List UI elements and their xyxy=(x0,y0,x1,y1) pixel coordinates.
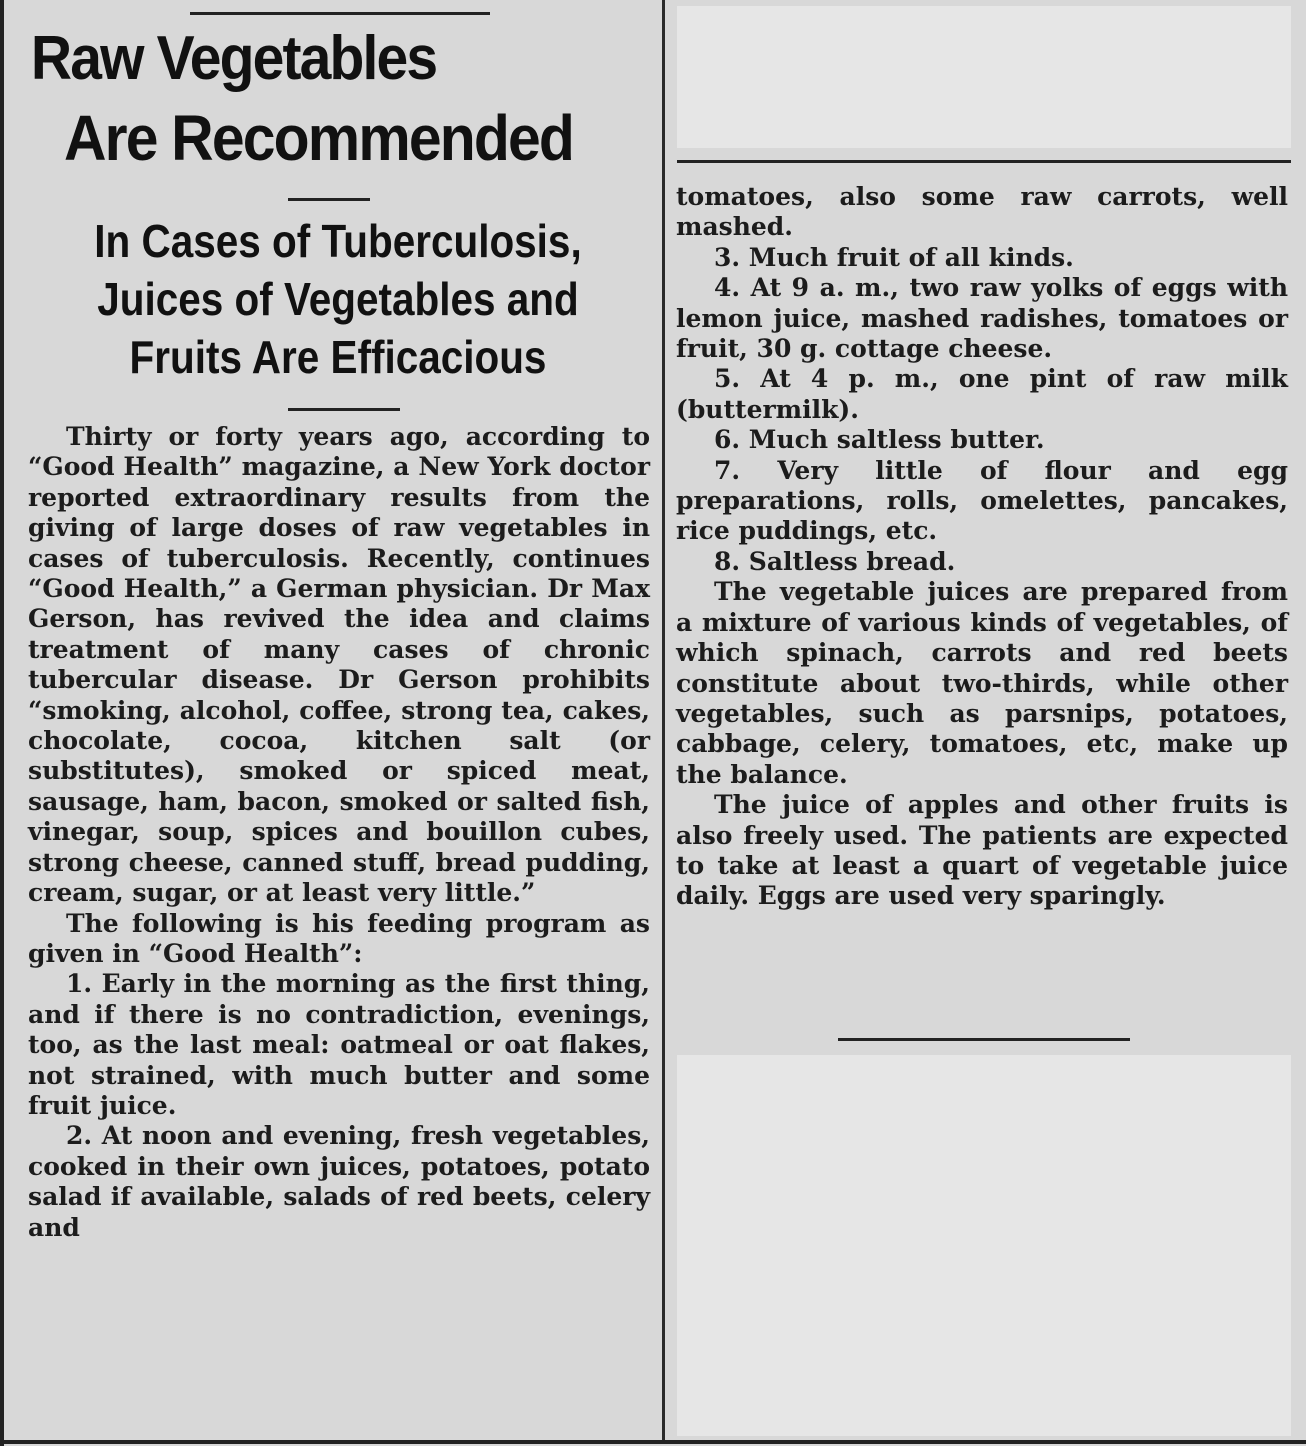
article-end-rule xyxy=(838,1038,1130,1041)
top-rule xyxy=(190,12,490,15)
body-paragraph: The juice of apples and other fruits is also freely used. The patients are expected to take at least a quart of vegetable juice daily. Eggs are used very sparingly. xyxy=(676,790,1288,911)
bottom-border-rule xyxy=(0,1440,1306,1444)
subhead-line-1: In Cases of Tuberculosis, xyxy=(94,215,582,267)
column-rule xyxy=(662,0,665,1440)
subhead-line-2: Juices of Vegetables and xyxy=(97,273,579,325)
blank-area-top xyxy=(677,6,1291,148)
program-item-3: 3. Much fruit of all kinds. xyxy=(714,242,1074,272)
program-item-6: 6. Much saltless butter. xyxy=(714,425,1045,455)
blank-area-bottom xyxy=(677,1055,1291,1436)
headline-line-2: Are Recommended xyxy=(64,102,574,174)
headline-line-1: Raw Vegetables xyxy=(30,24,437,93)
left-column-body xyxy=(28,422,650,1243)
program-item-2: 2. At noon and evening, fresh vegetables, cooked in their own juices, potatoes, potato salad if available, salads of red beets, celery and xyxy=(28,1121,650,1242)
program-item-4: 4. At 9 a. m., two raw yolks of eggs with lemon juice, mashed radishes, tomatoes or fruit, 30 g. cottage cheese. xyxy=(676,273,1288,364)
subhead-line-3: Fruits Are Efficacious xyxy=(129,331,547,383)
body-paragraph: The vegetable juices are prepared from a mixture of various kinds of vegetables, of which spinach, carrots and red beets constitute about two-thirds, while other vegetables, such as parsnips, potatoes, cabbage, celery, tomatoes, etc, make up the balance. xyxy=(676,577,1288,789)
program-item-5: 5. At 4 p. m., one pint of raw milk (buttermilk). xyxy=(676,364,1288,424)
program-item-1: 1. Early in the morning as the first thing, and if there is no contradiction, evenings, too, as the last meal: oatmeal or oat flakes, not strained, with much butter and some fruit juice. xyxy=(28,969,650,1120)
left-border-rule xyxy=(0,0,4,1446)
continued-text: tomatoes, also some raw carrots, well mashed. xyxy=(676,182,1288,242)
program-item-8: 8. Saltless bread. xyxy=(714,546,956,576)
body-paragraph: Thirty or forty years ago, according to “Good Health” magazine, a New York doctor reported extraordinary results from the giving of large doses of raw vegetables in cases of tuberculosis. Recently, continues “Good Health,” a German physician. Dr Max Gerson, has revived the idea and claims treatment of many cases of chronic tubercular disease. Dr Gerson prohibits “smoking, alcohol, coffee, strong tea, cakes, chocolate, cocoa, kitchen salt (or substitutes), smoked or spiced meat, sausage, ham, bacon, smoked or salted fish, vinegar, soup, spices and bouillon cubes, strong cheese, canned stuff, bread pudding, cream, sugar, or at least very little.” xyxy=(28,422,650,908)
body-paragraph: The following is his feeding program as given in “Good Health”: xyxy=(28,908,650,968)
program-item-7: 7. Very little of flour and egg preparations, rolls, omelettes, pancakes, rice puddings, etc. xyxy=(676,455,1288,546)
subhead-divider xyxy=(288,408,400,411)
right-column-body xyxy=(676,182,1288,912)
headline-divider xyxy=(288,198,370,201)
right-column-top-rule xyxy=(677,160,1291,163)
